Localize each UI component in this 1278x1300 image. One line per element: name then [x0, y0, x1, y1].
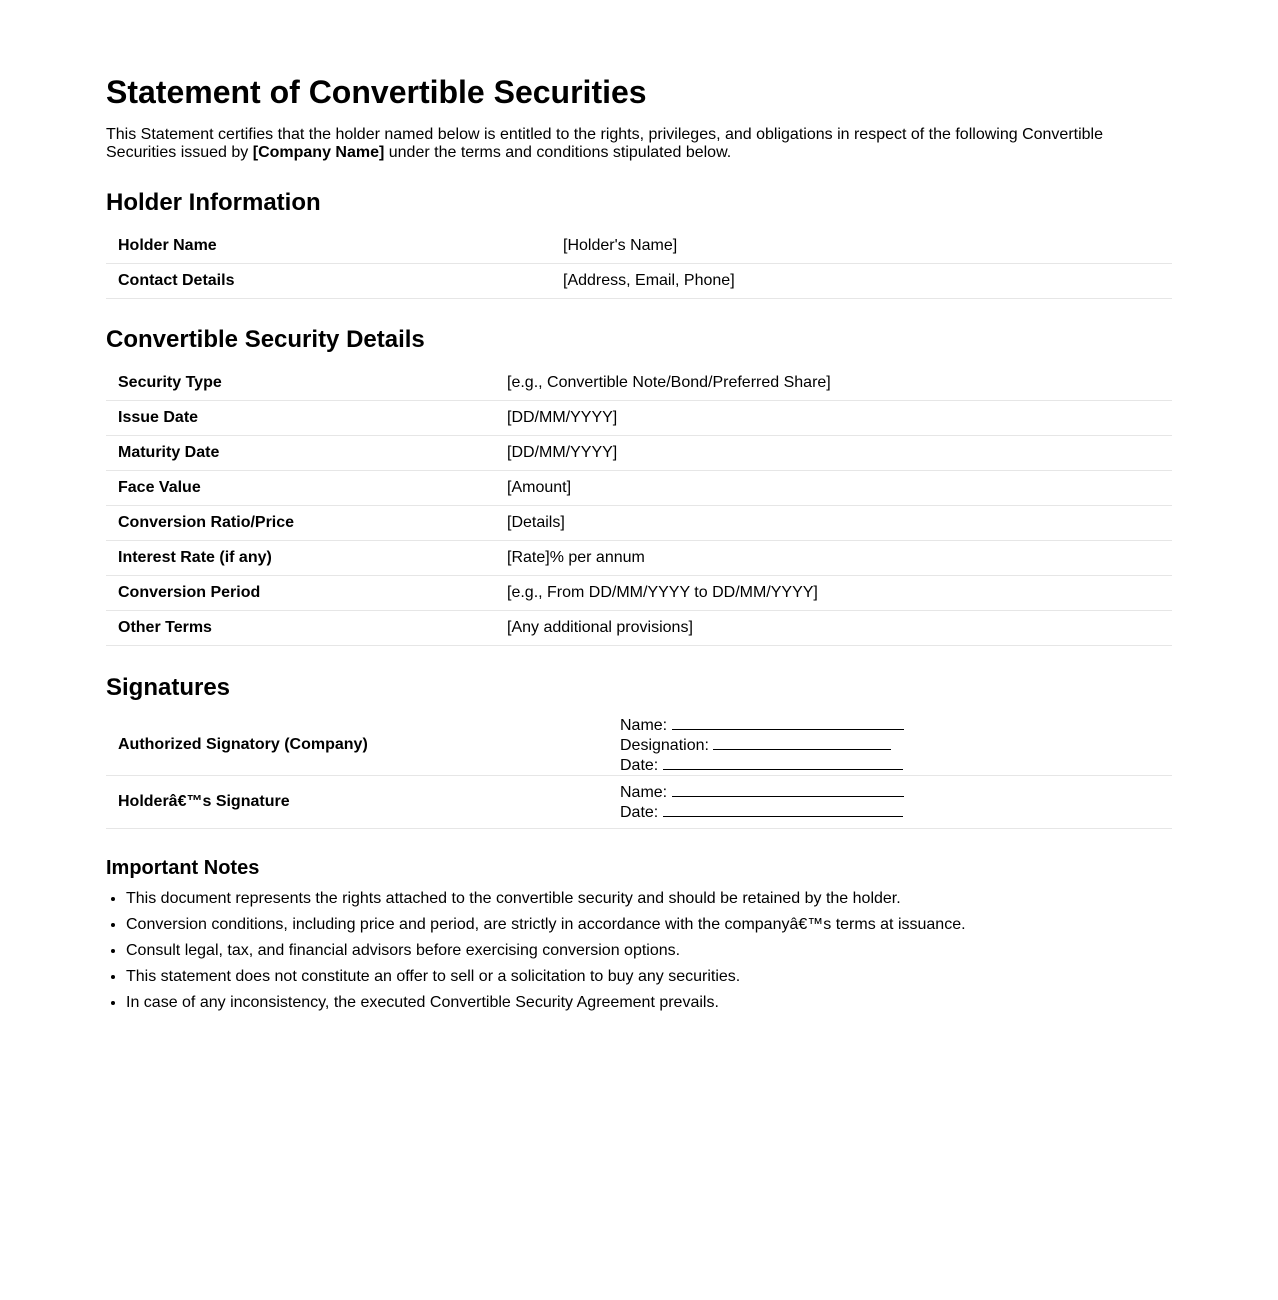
- company-signatory-label: Authorized Signatory (Company): [106, 714, 620, 776]
- face-value-label: Face Value: [106, 471, 507, 506]
- conversion-ratio-value: [Details]: [507, 506, 1172, 541]
- intro-paragraph: [106, 126, 1126, 162]
- other-terms-label: Other Terms: [106, 611, 507, 646]
- company-name-line: Name:: [620, 715, 1172, 735]
- security-details-table: [106, 366, 1172, 646]
- list-item: • In case of any inconsistency, the executed Convertible Security Agreement prevails.: [126, 994, 1172, 1012]
- holder-section-heading: Holder Information: [106, 189, 321, 216]
- holder-name-line: Name:: [620, 782, 1172, 802]
- conversion-period-label: Conversion Period: [106, 576, 507, 611]
- maturity-date-label: Maturity Date: [106, 436, 507, 471]
- company-designation-signature-line: [713, 735, 891, 750]
- company-name-signature-line: [672, 715, 904, 730]
- security-type-value: [e.g., Convertible Note/Bond/Preferred Share]: [507, 366, 1172, 401]
- security-section-heading: Convertible Security Details: [106, 326, 425, 353]
- list-item: • Conversion conditions, including price and period, are strictly in accordance with the companyâ€™s terms at issuance.: [126, 916, 1172, 934]
- contact-details-label: Contact Details: [106, 264, 563, 299]
- table-row: [106, 229, 1172, 264]
- interest-rate-value: [Rate]% per annum: [507, 541, 1172, 576]
- conversion-period-value: [e.g., From DD/MM/YYYY to DD/MM/YYYY]: [507, 576, 1172, 611]
- holder-info-table: [106, 229, 1172, 299]
- face-value-value: [Amount]: [507, 471, 1172, 506]
- intro-company-name: [Company Name]: [252, 144, 385, 161]
- intro-text-after: under the terms and conditions stipulated below.: [384, 144, 732, 161]
- contact-details-value: [Address, Email, Phone]: [563, 264, 1172, 299]
- holder-signature-block: [620, 776, 1172, 829]
- list-item: • This statement does not constitute an offer to sell or a solicitation to buy any securities.: [126, 968, 1172, 986]
- notes-section-heading: Important Notes: [106, 857, 260, 879]
- signatures-section-heading: Signatures: [106, 674, 231, 701]
- list-item: • This document represents the rights attached to the convertible security and should be retained by the holder.: [126, 890, 1172, 908]
- table-row: [106, 471, 1172, 506]
- table-row: [106, 611, 1172, 646]
- interest-rate-label: Interest Rate (if any): [106, 541, 507, 576]
- maturity-date-value: [DD/MM/YYYY]: [507, 436, 1172, 471]
- holder-signature-label: Holderâ€™s Signature: [106, 776, 620, 829]
- table-row: [106, 776, 1172, 829]
- security-type-label: Security Type: [106, 366, 507, 401]
- holder-name-signature-line: [672, 782, 904, 797]
- holder-date-line: Date:: [620, 802, 1172, 822]
- signatures-table: [106, 714, 1172, 829]
- table-row: [106, 436, 1172, 471]
- company-date-line: Date:: [620, 755, 1172, 775]
- other-terms-value: [Any additional provisions]: [507, 611, 1172, 646]
- notes-list: [106, 890, 1172, 1012]
- holder-date-signature-line: [663, 802, 903, 817]
- table-row: [106, 714, 1172, 776]
- holder-name-value: [Holder's Name]: [563, 229, 1172, 264]
- issue-date-value: [DD/MM/YYYY]: [507, 401, 1172, 436]
- table-row: [106, 401, 1172, 436]
- table-row: [106, 576, 1172, 611]
- company-designation-line: Designation:: [620, 735, 1172, 755]
- conversion-ratio-label: Conversion Ratio/Price: [106, 506, 507, 541]
- company-date-signature-line: [663, 755, 903, 770]
- table-row: [106, 366, 1172, 401]
- intro-text-before: This Statement certifies that the holder named below is entitled to the rights, privileges, and obligations in respect of the following Convertible Securities issued by: [106, 126, 1103, 161]
- company-signature-block: [620, 714, 1172, 776]
- issue-date-label: Issue Date: [106, 401, 507, 436]
- table-row: [106, 506, 1172, 541]
- list-item: • Consult legal, tax, and financial advisors before exercising conversion options.: [126, 942, 1172, 960]
- page-title: Statement of Convertible Securities: [106, 74, 647, 110]
- table-row: [106, 541, 1172, 576]
- table-row: [106, 264, 1172, 299]
- holder-name-label: Holder Name: [106, 229, 563, 264]
